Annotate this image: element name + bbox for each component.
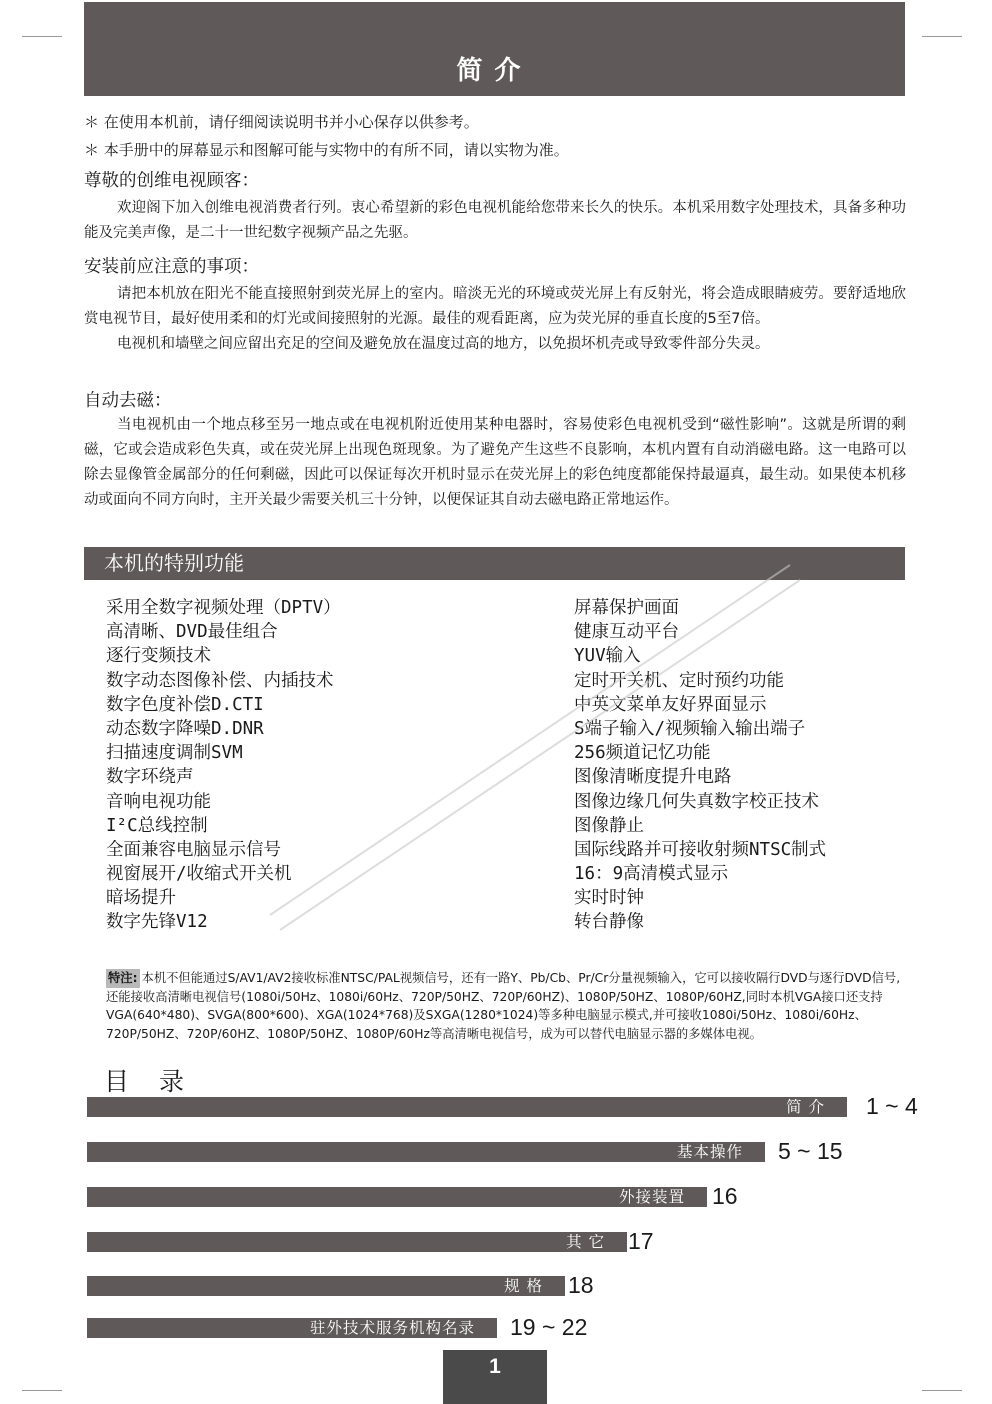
toc-entry-bar: 其 它 bbox=[87, 1232, 627, 1252]
crop-mark bbox=[22, 36, 62, 37]
feature-item: 健康互动平台 bbox=[574, 622, 679, 643]
feature-item: 国际线路并可接收射频NTSC制式 bbox=[574, 839, 827, 860]
feature-item: 图像静止 bbox=[574, 815, 644, 836]
feature-item: 暗场提升 bbox=[106, 888, 176, 909]
feature-item: 动态数字降噪D.DNR bbox=[106, 718, 264, 739]
feature-item: 16：9高清模式显示 bbox=[574, 864, 729, 885]
install-heading: 安装前应注意的事项： bbox=[84, 257, 259, 277]
toc-entry-page: 16 bbox=[712, 1183, 738, 1209]
feature-item: 数字色度补偿D.CTI bbox=[106, 694, 264, 715]
features-heading-bar bbox=[84, 547, 905, 580]
feature-item: 图像边缘几何失真数字校正技术 bbox=[574, 791, 819, 812]
note-line: ＊ 在使用本机前，请仔细阅读说明书并小心保存以供参考。 bbox=[84, 113, 479, 131]
feature-item: 中英文菜单友好界面显示 bbox=[574, 694, 767, 715]
features-heading: 本机的特别功能 bbox=[104, 551, 244, 575]
feature-item: 256频道记忆功能 bbox=[574, 743, 711, 764]
install-paragraph: 请把本机放在阳光不能直接照射到荧光屏上的室内。暗淡无光的环境或荧光屏上有反射光，将会造成眼睛疲劳。要舒适地欣赏电视节目，最好使用柔和的灯光或间接照射的光源。最佳的观看距离，应为荧光屏的垂直长度的5至7倍。 电视机和墙壁之间应留出充足的空间及避免放在温度过高的地方，以免损坏机壳或导致零件部分失灵。 bbox=[84, 286, 906, 352]
feature-item: 音响电视功能 bbox=[106, 791, 211, 812]
crop-mark bbox=[922, 36, 962, 37]
toc-entry-bar: 外接装置 bbox=[87, 1187, 707, 1207]
special-note bbox=[106, 969, 906, 1043]
feature-item: 数字先锋V12 bbox=[106, 912, 208, 933]
page-title: 简介 bbox=[456, 56, 533, 86]
degauss-heading: 自动去磁： bbox=[84, 391, 172, 411]
feature-item: 数字动态图像补偿、内插技术 bbox=[106, 670, 334, 691]
page-number: 1 bbox=[443, 1350, 547, 1404]
toc-entry-page: 18 bbox=[568, 1272, 594, 1298]
feature-item: 实时时钟 bbox=[574, 888, 644, 909]
feature-item: YUV输入 bbox=[574, 646, 641, 667]
feature-item: 屏幕保护画面 bbox=[574, 598, 679, 618]
feature-item: 视窗展开/收缩式开关机 bbox=[106, 864, 292, 885]
note-line: ＊ 本手册中的屏幕显示和图解可能与实物中的有所不同，请以实物为准。 bbox=[84, 141, 569, 159]
feature-item: 全面兼容电脑显示信号 bbox=[106, 839, 281, 860]
feature-item: S端子输入/视频输入输出端子 bbox=[574, 718, 806, 739]
toc-entry-page: 1 ~ 4 bbox=[866, 1093, 918, 1119]
toc-entry-bar: 驻外技术服务机构名录 bbox=[87, 1318, 497, 1338]
feature-item: 定时开关机、定时预约功能 bbox=[574, 670, 784, 691]
toc-title: 目录 bbox=[104, 1067, 215, 1096]
feature-item: 高清晰、DVD最佳组合 bbox=[106, 622, 278, 643]
special-note-label: 特注: bbox=[106, 969, 140, 988]
feature-item: 逐行变频技术 bbox=[106, 646, 211, 667]
toc-entry-bar: 规 格 bbox=[87, 1276, 565, 1296]
toc-entry-page: 17 bbox=[628, 1228, 654, 1254]
header-bar bbox=[84, 2, 905, 96]
crop-mark bbox=[22, 1390, 62, 1391]
feature-item: 扫描速度调制SVM bbox=[106, 743, 243, 764]
feature-item: 采用全数字视频处理（DPTV） bbox=[106, 598, 341, 618]
feature-item: 图像清晰度提升电路 bbox=[574, 767, 732, 788]
feature-item: 数字环绕声 bbox=[106, 767, 194, 788]
features-right-list bbox=[574, 596, 826, 935]
toc-entry-page: 5 ~ 15 bbox=[778, 1138, 843, 1164]
crop-mark bbox=[922, 1390, 962, 1391]
degauss-paragraph: 当电视机由一个地点移至另一地点或在电视机附近使用某种电器时，容易使彩色电视机受到“磁性影响”。这就是所谓的剩磁，它或会造成彩色失真，或在荧光屏上出现色斑现象。为了避免产生这些不良影响，本机内置有自动消磁电路。这一电路可以除去显像管金属部分的任何剩磁，因此可以保证每次开机时显示在荧光屏上的彩色纯度都能保持最逼真，最生动。如果使本机移动或面向不同方向时，主开关最少需要关机三十分钟，以便保证其自动去磁电路正常地运作。 bbox=[84, 417, 906, 508]
greeting-heading: 尊敬的创维电视顾客： bbox=[84, 171, 259, 191]
toc-entry-bar: 基本操作 bbox=[87, 1142, 765, 1162]
toc-entry-page: 19 ~ 22 bbox=[510, 1314, 588, 1340]
features-left-list bbox=[106, 596, 341, 935]
special-note-text: 本机不但能通过S/AV1/AV2接收标准NTSC/PAL视频信号，还有一路Y、Pb/Cb、Pr/Cr分量视频输入，它可以接收隔行DVD与逐行DVD信号,还能接收高清晰电视信号(1080i/50Hz、1080i/60Hz、720P/50HZ、720P/60HZ)、1080P/50HZ、1080P/60HZ,同时本机VGA接口还支持VGA(640*480)、SVGA(800*600)、XGA(1024*768)及SXGA(1280*1024)等多种电脑显示模式,并可接收1080i/50Hz、1080i/60Hz、720P/50HZ、720P/60HZ、1080P/50HZ、1080P/60Hz等高清晰电视信号，成为可以替代电脑显示器的多媒体电视。 bbox=[106, 971, 901, 1041]
toc-entry-bar: 简 介 bbox=[87, 1097, 847, 1117]
feature-item: I²C总线控制 bbox=[106, 815, 208, 836]
feature-item: 转台静像 bbox=[574, 912, 644, 933]
greeting-paragraph: 欢迎阁下加入创维电视消费者行列。衷心希望新的彩色电视机能给您带来长久的快乐。本机采用数字处理技术，具备多种功能及完美声像，是二十一世纪数字视频产品之先驱。 bbox=[84, 200, 906, 241]
